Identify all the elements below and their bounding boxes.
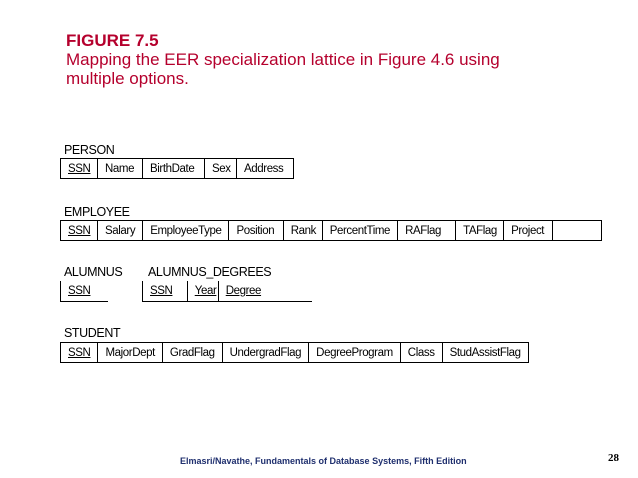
figure-number: FIGURE 7.5 <box>66 31 159 50</box>
alumnus-degrees-attr-ssn: SSN <box>143 281 188 301</box>
person-attr-sex: Sex <box>205 159 237 178</box>
alumnus-attr-ssn: SSN <box>68 285 91 297</box>
employee-label: EMPLOYEE <box>64 205 130 219</box>
alumnus-relation <box>60 281 108 302</box>
student-attr-class: Class <box>401 343 443 362</box>
employee-attr-salary: Salary <box>98 221 143 240</box>
student-attr-majordept: MajorDept <box>98 343 162 362</box>
employee-attr-project: Project <box>504 221 552 240</box>
figure-title <box>66 31 536 88</box>
alumnus-degrees-relation <box>142 281 312 302</box>
student-attr-studassistflag: StudAssistFlag <box>449 346 521 359</box>
employee-attr-raflag: RAFlag <box>398 221 456 240</box>
student-relation <box>60 342 529 363</box>
employee-relation <box>60 220 602 241</box>
employee-attr-taflag: TAFlag <box>456 221 504 240</box>
figure-caption: Mapping the EER specialization lattice in Figure 4.6 using multiple options. <box>66 50 500 88</box>
student-label: STUDENT <box>64 326 121 340</box>
student-attr-gradflag: GradFlag <box>163 343 223 362</box>
person-attr-birthdate: BirthDate <box>143 159 205 178</box>
page-number: 28 <box>608 452 619 464</box>
person-attr-ssn: SSN <box>61 159 98 178</box>
alumnus-label: ALUMNUS <box>64 265 123 279</box>
person-attr-name: Name <box>98 159 143 178</box>
employee-attr-rank: Rank <box>284 221 323 240</box>
employee-attr-percenttime: PercentTime <box>323 221 398 240</box>
employee-attr-employeetype: EmployeeType <box>143 221 229 240</box>
employee-attr-empty <box>553 221 601 240</box>
student-attr-undergradflag: UndergradFlag <box>223 343 310 362</box>
person-label: PERSON <box>64 143 115 157</box>
footer-citation: Elmasri/Navathe, Fundamentals of Database Systems, Fifth Edition <box>180 456 467 466</box>
alumnus-degrees-attr-year: Year <box>188 281 219 301</box>
alumnus-degrees-label: ALUMNUS_DEGREES <box>148 265 272 279</box>
student-attr-ssn: SSN <box>61 343 98 362</box>
alumnus-degrees-attr-degree: Degree <box>225 285 262 297</box>
employee-attr-ssn: SSN <box>61 221 98 240</box>
person-attr-address: Address <box>244 162 284 175</box>
person-relation <box>60 158 294 179</box>
employee-attr-position: Position <box>229 221 283 240</box>
student-attr-degreeprogram: DegreeProgram <box>309 343 401 362</box>
